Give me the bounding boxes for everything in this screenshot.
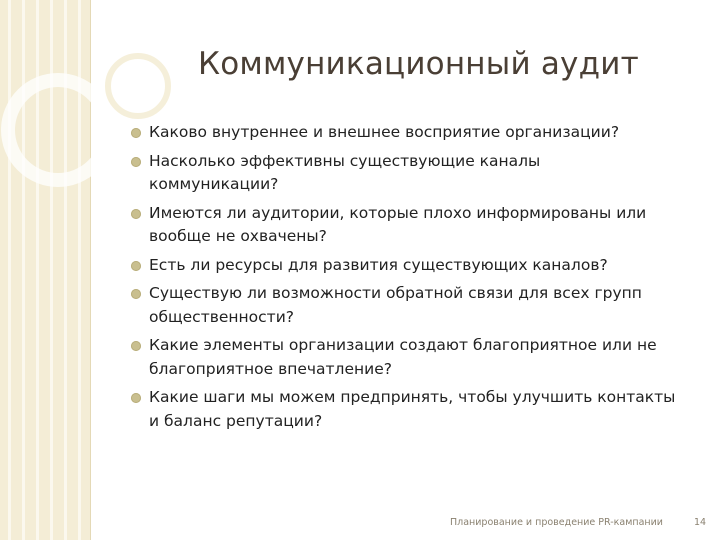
- bullet-icon: [131, 289, 141, 299]
- bullet-icon: [131, 261, 141, 271]
- bullet-item: [131, 121, 701, 145]
- bullet-text-continuation: благоприятное впечатление?: [149, 359, 392, 378]
- bullet-text-continuation: коммуникации?: [149, 175, 279, 193]
- page-number: 14: [694, 517, 707, 528]
- bullet-item: [131, 334, 701, 381]
- slide-title: Коммуникационный аудит: [198, 46, 639, 82]
- slide-footer: Планирование и проведение PR-кампании: [450, 517, 663, 528]
- bullet-item: [131, 254, 701, 278]
- large-ring-shape: [8, 80, 108, 180]
- bullet-item: [131, 150, 701, 197]
- bullet-item: [131, 386, 701, 433]
- bullet-icon: [131, 209, 141, 219]
- bullet-item: [131, 202, 701, 249]
- bullet-text-continuation: общественности?: [149, 307, 295, 326]
- bullet-icon: [131, 157, 141, 167]
- bullet-text: Какие элементы организации создают благоприятное или не: [149, 336, 657, 354]
- bullet-text-continuation: и баланс репутации?: [149, 411, 323, 430]
- bullet-item: [131, 282, 701, 329]
- bullet-icon: [131, 341, 141, 351]
- bullet-text: Какие шаги мы можем предпринять, чтобы улучшить контакты: [149, 388, 676, 406]
- bullet-text: Существую ли возможности обратной связи для всех групп: [149, 284, 642, 302]
- bullet-text-continuation: вообще не охвачены?: [149, 227, 327, 245]
- bullet-text: Есть ли ресурсы для развития существующих каналов?: [149, 255, 608, 274]
- small-ring-shape: [108, 56, 168, 116]
- bullet-icon: [131, 393, 141, 403]
- bullet-icon: [131, 128, 141, 138]
- bullet-text: Насколько эффективны существующие каналы: [149, 151, 541, 170]
- bullet-list: [131, 121, 701, 438]
- bullet-text: Имеются ли аудитории, которые плохо информированы или: [149, 203, 647, 222]
- bullet-text: Каково внутреннее и внешнее восприятие организации?: [149, 123, 620, 141]
